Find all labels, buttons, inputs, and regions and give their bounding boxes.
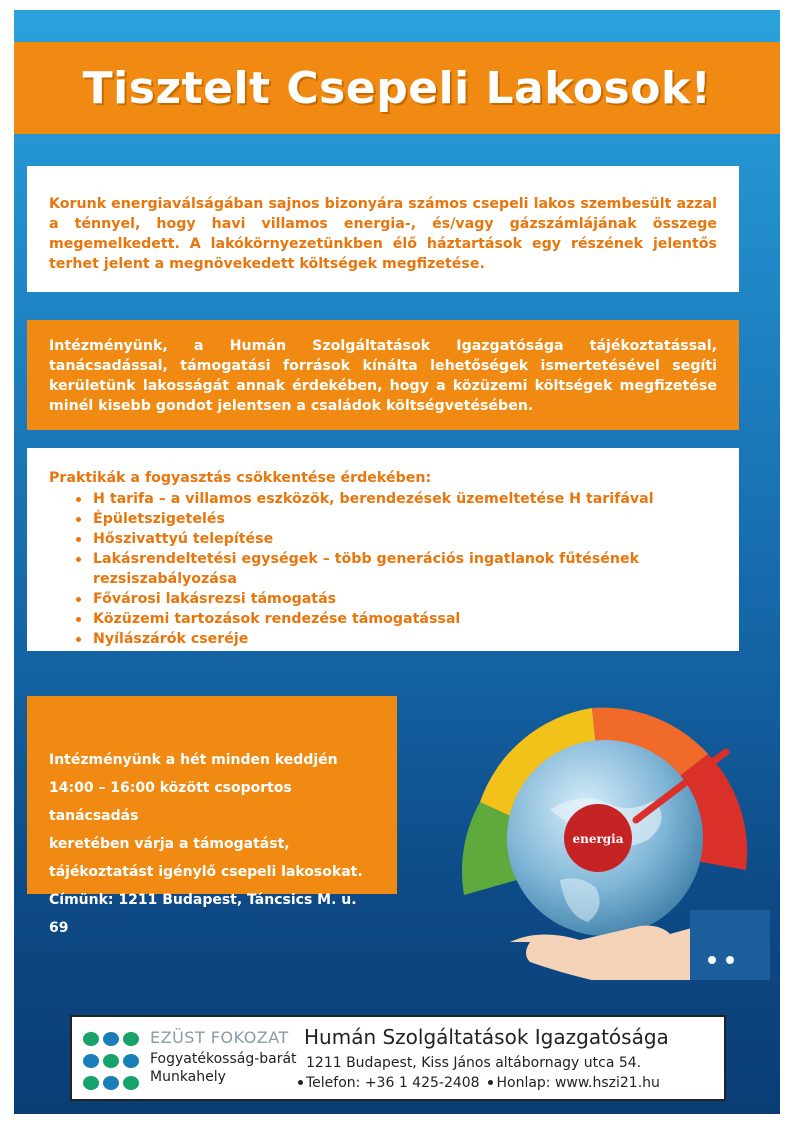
list-item: Hőszivattyú telepítése [49,529,717,549]
list-item: Épületszigetelés [49,509,717,529]
badge-line-1: Fogyatékosság-barát [150,1051,297,1067]
organization-address: 1211 Budapest, Kiss János altábornagy utca 54. [306,1055,642,1071]
poster [14,10,780,1114]
list-item: Fővárosi lakásrezsi támogatás [49,589,717,609]
intro-paragraph: Korunk energiaválságában sajnos bizonyára számos csepeli lakos szembesült azzal a ténnyel, hogy havi villamos energia-, és/vagy gázszámlájának összege megemelkedett. A lakókörnyezetünkben élő háztartások egy részének jelentős terhet jelent a megnövekedett költségek megfizetése. [49,196,717,272]
practices-box [27,448,739,651]
page-title: Tisztelt Csepeli Lakosok! [82,62,712,114]
gauge-label: energia [572,832,624,846]
badge-title: EZÜST FOKOZAT [150,1028,289,1047]
list-item: Lakásrendeltetési egységek – több generációs ingatlanok fűtésének rezsiszabályozása [49,549,717,589]
list-item: Közüzemi tartozások rendezése támogatással [49,609,717,629]
ezust-fokozat-logo [82,1031,142,1091]
list-item: Nyílászárók cseréje [49,629,717,649]
address-line: Címünk: 1211 Budapest, Táncsics M. u. 69 [49,892,357,936]
practices-list [49,489,717,649]
bullet-icon [488,1080,493,1085]
practices-heading: Praktikák a fogyasztás csökkentése érdekében: [49,470,432,486]
consultation-line: 14:00 – 16:00 között csoportos tanácsadás [49,780,292,824]
website-link[interactable]: Honlap: www.hszi21.hu [496,1075,660,1091]
contact-line [298,1075,660,1091]
sleeve [690,910,770,980]
consultation-line: Intézményünk a hét minden keddjén [49,752,338,768]
intro-box [27,166,739,292]
consultation-line: keretében várja a támogatást, [49,836,290,852]
list-item: H tarifa – a villamos eszközök, berendezések üzemeltetése H tarifával [49,489,717,509]
phone: Telefon: +36 1 425-2408 [306,1075,480,1091]
institution-paragraph: Intézményünk, a Humán Szolgáltatások Igazgatósága tájékoztatással, tanácsadással, támogatási források kínálta lehetőségek ismertetésével segíti kerületünk lakosságát annak érdekében, hogy a közüzemi költségek megfizetése minél kisebb gondot jelentsen a családok költségvetésében. [49,338,717,414]
badge-line-2: Munkahely [150,1069,226,1085]
organization-name: Humán Szolgáltatások Igazgatósága [304,1025,669,1049]
consultation-box [27,696,397,936]
footer-contact-box [70,1015,726,1101]
bullet-icon [298,1080,303,1085]
energy-gauge-illustration [440,690,770,980]
consultation-line: tájékoztatást igénylő csepeli lakosokat. [49,864,363,880]
title-banner [14,42,780,134]
institution-box [27,320,739,430]
